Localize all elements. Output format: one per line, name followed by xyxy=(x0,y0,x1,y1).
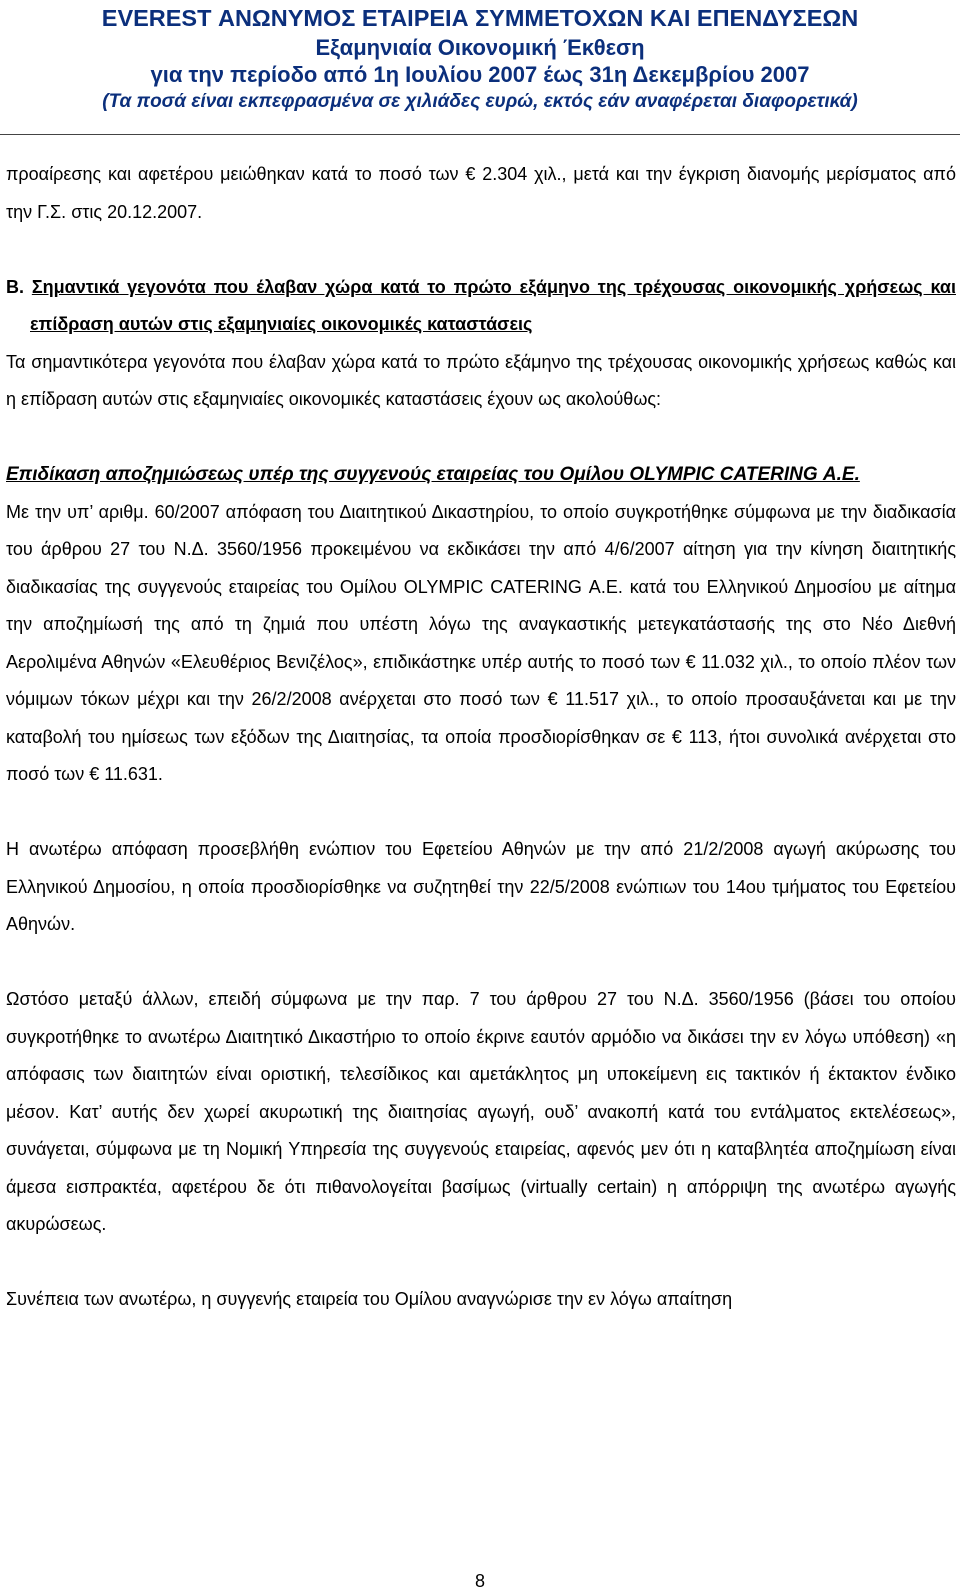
intro-paragraph: προαίρεσης και αφετέρου μειώθηκαν κατά το ποσό των € 2.304 χιλ., μετά και την έγκριση διανομής μερίσματος από την Γ.Σ. στις 20.12.2007. xyxy=(6,164,956,222)
paragraph-appeal: Η ανωτέρω απόφαση προσεβλήθη ενώπιον του Εφετείου Αθηνών με την από 21/2/2008 αγωγή ακύρωσης του Ελληνικού Δημοσίου, η οποία προσδιορίσθηκε να συζητηθεί την 22/5/2008 ενώπιων του 14ου τμήματος του Εφετείου Αθηνών. xyxy=(6,839,956,934)
header-divider xyxy=(0,134,960,135)
company-name: EVEREST ΑΝΩΝΥΜΟΣ ΕΤΑΙΡΕΙΑ ΣΥΜΜΕΤΟΧΩΝ ΚΑΙ ΕΠΕΝΔΥΣΕΩΝ xyxy=(101,5,859,31)
spacer xyxy=(6,419,956,457)
section-b-lead: Τα σημαντικότερα γεγονότα που έλαβαν χώρα κατά το πρώτο εξάμηνο της τρέχουσας οικονομικής χρήσεως καθώς και η επίδραση αυτών στις εξαμηνιαίες οικονομικές καταστάσεις έχουν ως ακολούθως: xyxy=(6,351,956,409)
spacer xyxy=(6,944,956,982)
section-b-heading: Σημαντικά γεγονότα που έλαβαν χώρα κατά το πρώτο εξάμηνο της τρέχουσας οικονομικής χρήσεως και επίδραση αυτών στις εξαμηνιαίες οικονομικές καταστάσεις xyxy=(30,276,956,334)
paragraph-legal-basis: Ωστόσο μεταξύ άλλων, επειδή σύμφωνα με την παρ. 7 του άρθρου 27 του Ν.Δ. 3560/1956 (βάσει του οποίου συγκροτήθηκε το ανωτέρω Διαιτητικό Δικαστήριο το οποίο έκρινε εαυτόν αρμόδιο να δικάσει την εν λόγω υπόθεση) «η απόφασις των διαιτητών είναι οριστική, τελεσίδικος και αμετάκλητος μη υποκείμενη εις τακτικόν ή έκτακτον ένδικο μέσον. Κατ’ αυτής δεν χωρεί ακυρωτική της διαιτησίας αγωγή, ουδ’ ανακοπή κατά του εντάλματος εκτελέσεως», συνάγεται, σύμφωνα με τη Νομική Υπηρεσία της συγγενούς εταιρείας, αφενός μεν ότι η καταβλητέα αποζημίωση είναι άμεσα εισπρακτέα, αφετέρου δε ότι πιθανολογείται βασίμως (virtually certain) η απόρριψη της ανωτέρω αγωγής ακυρώσεως. xyxy=(6,989,956,1234)
report-period: για την περίοδο από 1η Ιουλίου 2007 έως 31η Δεκεμβρίου 2007 xyxy=(150,62,810,87)
paragraph-recognition: Συνέπεια των ανωτέρω, η συγγενής εταιρεία του Ομίλου αναγνώρισε την εν λόγω απαίτηση xyxy=(6,1289,733,1309)
document-body xyxy=(6,156,956,1319)
page-header xyxy=(0,2,960,115)
paragraph-arbitration-award: Με την υπ’ αριθμ. 60/2007 απόφαση του Διαιτητικού Δικαστηρίου, το οποίο συγκροτήθηκε σύμφωνα με την διαδικασία του άρθρου 27 του Ν.Δ. 3560/1956 προκειμένου να εκδικάσει την από 4/6/2007 αίτηση για την κίνηση διαιτητικής διαδικασίας της συγγενούς εταιρείας του Ομίλου OLYMPIC CATERING Α.Ε. κατά του Ελληνικού Δημοσίου με αίτημα την αποζημίωσή της από τη ζημιά που υπέστη λόγω της αναγκαστικής μετεγκατάστασής της στο Νέο Διεθνή Αερολιμένα Αθηνών «Ελευθέριος Βενιζέλος», επιδικάστηκε υπέρ αυτής το ποσό των € 11.032 χιλ., το οποίο πλέον των νόμιμων τόκων μέχρι και την 26/2/2008 ανέρχεται στο ποσό των € 11.517 χιλ., το οποίο προσαυξάνεται και με την καταβολή του ημίσεως των εξόδων της Διαιτησίας, τα οποία προσδιορίσθηκαν σε € 113, ήτοι συνολικά ανέρχεται στο ποσό των € 11.631. xyxy=(6,501,956,784)
spacer xyxy=(6,1244,956,1282)
section-b-title xyxy=(6,269,956,344)
currency-note: (Τα ποσά είναι εκπεφρασμένα σε χιλιάδες ευρώ, εκτός εάν αναφέρεται διαφορετικά) xyxy=(102,91,858,112)
subsection-title: Επιδίκαση αποζημιώσεως υπέρ της συγγενούς εταιρείας του Ομίλου OLYMPIC CATERING Α.Ε. xyxy=(6,464,860,485)
spacer xyxy=(6,794,956,832)
page-number: 8 xyxy=(474,1571,485,1591)
report-title: Εξαμηνιαία Οικονομική Έκθεση xyxy=(315,35,645,60)
spacer xyxy=(6,231,956,269)
section-b-marker: Β. xyxy=(6,276,24,297)
